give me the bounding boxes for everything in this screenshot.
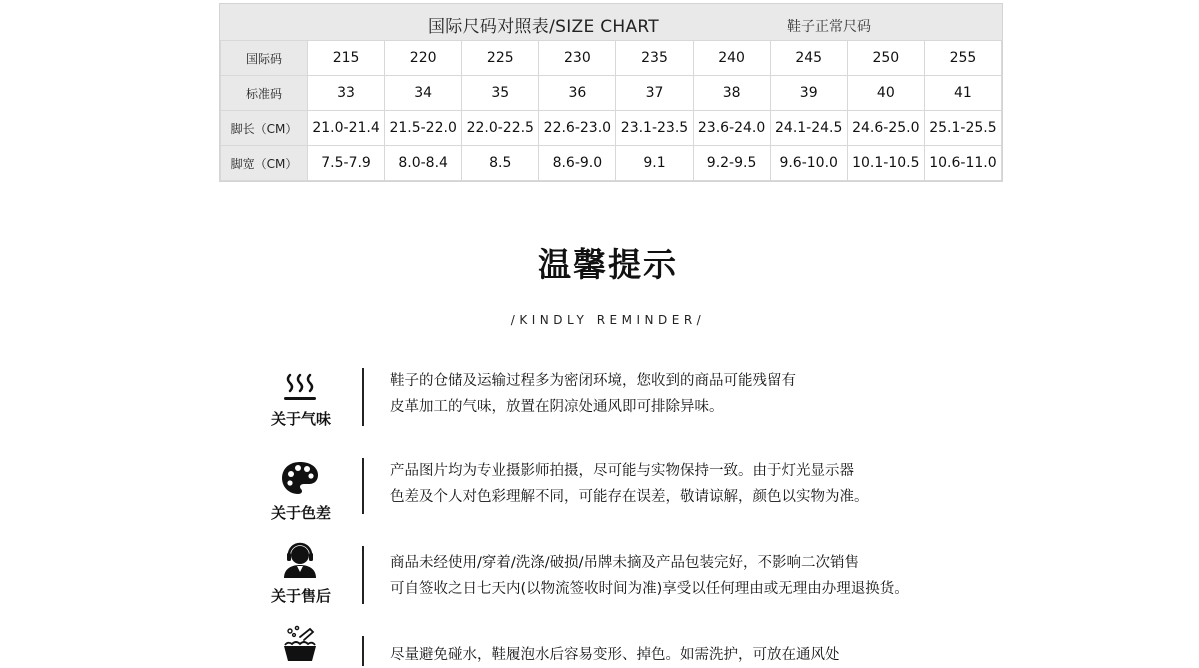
- size-cell: 34: [385, 76, 462, 111]
- divider: [362, 546, 364, 604]
- size-cell: 9.2-9.5: [693, 146, 770, 181]
- customer-service-icon: [275, 540, 325, 580]
- reminder-line: 色差及个人对色彩理解不同，可能存在误差，敬请谅解，颜色以实物为准。: [390, 489, 869, 505]
- size-cell: 23.6-24.0: [693, 111, 770, 146]
- size-cell: 255: [924, 41, 1001, 76]
- size-cell: 22.0-22.5: [462, 111, 539, 146]
- divider: [362, 368, 364, 426]
- size-cell: 10.1-10.5: [847, 146, 924, 181]
- size-row-label: 标准码: [221, 76, 308, 111]
- size-cell: 230: [539, 41, 616, 76]
- size-cell: 21.0-21.4: [308, 111, 385, 146]
- size-cell: 235: [616, 41, 693, 76]
- size-chart-header: [220, 4, 1002, 40]
- reminder-text: [390, 458, 869, 510]
- reminder-text: [390, 368, 796, 420]
- reminder-line: 皮革加工的气味，放置在阴凉处通风即可排除异味。: [390, 399, 724, 415]
- reminder-item-color: [255, 458, 975, 538]
- steam-smell-icon: [275, 368, 325, 408]
- size-table-row: [221, 111, 1002, 146]
- washing-basin-icon: [275, 624, 325, 666]
- size-cell: 41: [924, 76, 1001, 111]
- size-cell: 220: [385, 41, 462, 76]
- size-cell: 215: [308, 41, 385, 76]
- size-cell: 38: [693, 76, 770, 111]
- size-cell: 7.5-7.9: [308, 146, 385, 181]
- size-table-row: [221, 76, 1002, 111]
- size-cell: 9.1: [616, 146, 693, 181]
- size-cell: 240: [693, 41, 770, 76]
- size-row-label: 国际码: [221, 41, 308, 76]
- reminder-text: [390, 550, 909, 602]
- reminder-item-smell: [255, 368, 975, 448]
- size-cell: 35: [462, 76, 539, 111]
- size-cell: 225: [462, 41, 539, 76]
- divider: [362, 636, 364, 666]
- size-cell: 8.5: [462, 146, 539, 181]
- size-cell: 10.6-11.0: [924, 146, 1001, 181]
- reminder-item-after-sales: [255, 542, 975, 622]
- size-row-label: 脚长（CM）: [221, 111, 308, 146]
- size-cell: 36: [539, 76, 616, 111]
- reminder-line: 可自签收之日七天内(以物流签收时间为准)享受以任何理由或无理由办理退换货。: [390, 581, 909, 597]
- size-chart-note: 鞋子正常尺码: [787, 19, 871, 35]
- size-cell: 9.6-10.0: [770, 146, 847, 181]
- size-cell: 24.6-25.0: [847, 111, 924, 146]
- size-table-row: [221, 146, 1002, 181]
- reminder-line: 商品未经使用/穿着/洗涤/破损/吊牌未摘及产品包装完好，不影响二次销售: [390, 555, 860, 571]
- palette-icon: [275, 458, 325, 498]
- reminder-item-washing: [255, 626, 975, 666]
- reminder-title: 温馨提示: [538, 245, 678, 284]
- reminder-subtitle: /KINDLY REMINDER/: [510, 313, 706, 327]
- reminder-text: [390, 642, 840, 668]
- size-cell: 23.1-23.5: [616, 111, 693, 146]
- size-cell: 8.0-8.4: [385, 146, 462, 181]
- size-cell: 245: [770, 41, 847, 76]
- reminder-line: 产品图片均为专业摄影师拍摄，尽可能与实物保持一致。由于灯光显示器: [390, 463, 854, 479]
- size-cell: 37: [616, 76, 693, 111]
- size-chart-title: 国际尺码对照表/SIZE CHART: [428, 17, 659, 37]
- reminder-line: 鞋子的仓储及运输过程多为密闭环境，您收到的商品可能残留有: [390, 373, 796, 389]
- size-cell: 8.6-9.0: [539, 146, 616, 181]
- size-cell: 24.1-24.5: [770, 111, 847, 146]
- reminder-line: 尽量避免碰水，鞋履泡水后容易变形、掉色。如需洗护，可放在通风处: [390, 647, 840, 663]
- reminder-label: 关于色差: [270, 504, 331, 522]
- divider: [362, 458, 364, 514]
- size-cell: 25.1-25.5: [924, 111, 1001, 146]
- reminder-label: 关于售后: [270, 587, 331, 605]
- size-cell: 33: [308, 76, 385, 111]
- size-table: [220, 40, 1002, 181]
- size-cell: 40: [847, 76, 924, 111]
- size-cell: 21.5-22.0: [385, 111, 462, 146]
- reminder-label: 关于气味: [270, 410, 331, 428]
- size-table-row: [221, 41, 1002, 76]
- size-cell: 39: [770, 76, 847, 111]
- size-row-label: 脚宽（CM）: [221, 146, 308, 181]
- size-cell: 250: [847, 41, 924, 76]
- size-chart: [219, 3, 1003, 182]
- size-cell: 22.6-23.0: [539, 111, 616, 146]
